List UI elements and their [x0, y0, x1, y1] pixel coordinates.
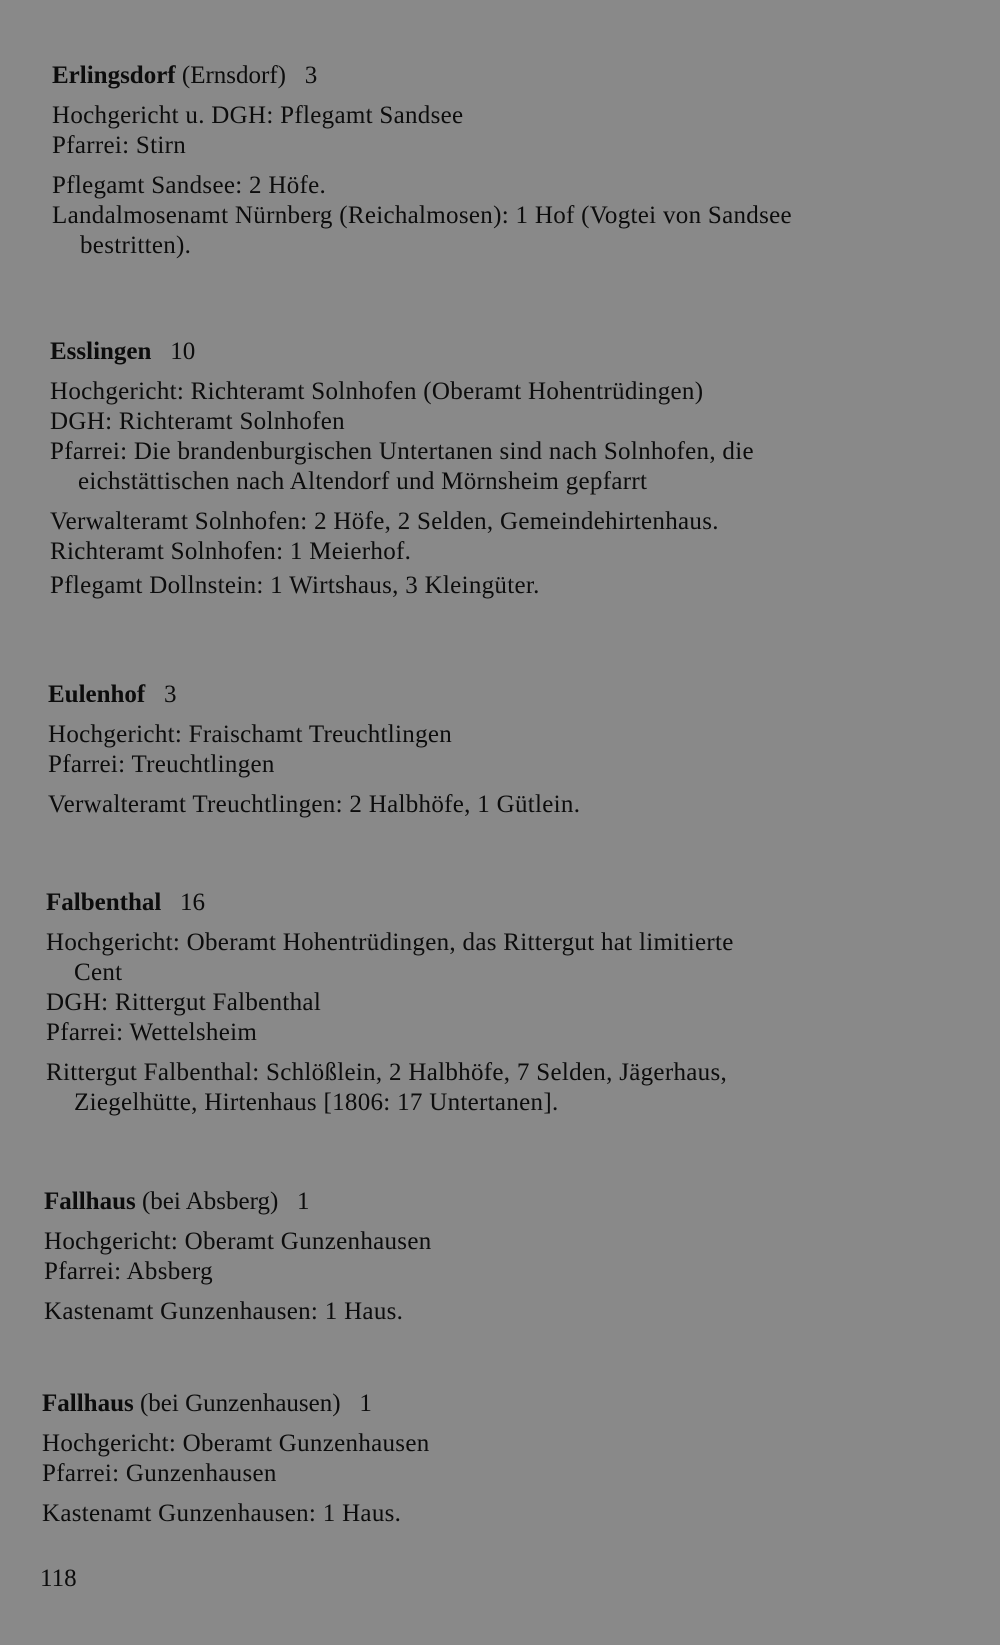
holding-line: Richteramt Solnhofen: 1 Meierhof. — [50, 538, 412, 565]
jurisdiction-line: Hochgericht: Richteramt Solnhofen (Oberamt Hohentrüdingen) — [50, 378, 704, 405]
jurisdiction-line: Hochgericht: Oberamt Gunzenhausen — [42, 1430, 430, 1457]
jurisdiction-block — [52, 101, 932, 161]
holdings-block — [52, 171, 932, 261]
place-suffix: 10 — [151, 338, 196, 365]
page-number: 118 — [40, 1565, 77, 1592]
entry-heading — [52, 61, 932, 91]
jurisdiction-block — [48, 720, 928, 780]
place-name: Esslingen — [50, 338, 152, 365]
jurisdiction-block — [46, 928, 926, 1048]
holding-line: Kastenamt Gunzenhausen: 1 Haus. — [44, 1298, 404, 1325]
jurisdiction-line: Pfarrei: Treuchtlingen — [48, 751, 275, 778]
place-suffix: 16 — [161, 889, 206, 916]
place-suffix: 3 — [145, 681, 177, 708]
place-name: Eulenhof — [48, 681, 146, 708]
holdings-block — [42, 1499, 922, 1529]
holdings-block — [46, 1058, 926, 1118]
jurisdiction-line: Pfarrei: Die brandenburgischen Untertanen sind nach Solnhofen, die — [50, 438, 754, 465]
place-name: Erlingsdorf — [52, 62, 176, 89]
entry-erlingsdorf — [52, 61, 932, 271]
holdings-block — [44, 1297, 924, 1327]
entry-eulenhof — [48, 680, 928, 830]
jurisdiction-line: Pfarrei: Stirn — [52, 132, 187, 159]
place-name: Falbenthal — [46, 889, 162, 916]
jurisdiction-line: DGH: Richteramt Solnhofen — [50, 408, 345, 435]
jurisdiction-line: Pfarrei: Gunzenhausen — [42, 1460, 277, 1487]
place-suffix: (Ernsdorf) 3 — [175, 62, 318, 89]
holdings-block — [48, 790, 928, 820]
entry-heading — [42, 1389, 922, 1419]
holding-line: Kastenamt Gunzenhausen: 1 Haus. — [42, 1500, 402, 1527]
jurisdiction-line: Cent — [74, 959, 123, 986]
jurisdiction-block — [42, 1429, 922, 1489]
holding-line: bestritten). — [80, 232, 192, 259]
entry-heading — [44, 1187, 924, 1217]
holding-line: Landalmosenamt Nürnberg (Reichalmosen): 1 Hof (Vogtei von Sandsee — [52, 202, 792, 229]
holding-line: Pflegamt Sandsee: 2 Höfe. — [52, 172, 327, 199]
place-name: Fallhaus — [42, 1390, 134, 1417]
jurisdiction-line: eichstättischen nach Altendorf und Mörnsheim gepfarrt — [78, 468, 648, 495]
jurisdiction-block — [44, 1227, 924, 1287]
place-suffix: (bei Absberg) 1 — [135, 1188, 310, 1215]
holdings-block — [50, 507, 930, 601]
entry-heading — [50, 337, 930, 367]
holding-line: Verwalteramt Solnhofen: 2 Höfe, 2 Selden, Gemeindehirtenhaus. — [50, 508, 719, 535]
jurisdiction-line: Pfarrei: Absberg — [44, 1258, 213, 1285]
holding-line: Pflegamt Dollnstein: 1 Wirtshaus, 3 Kleingüter. — [50, 572, 540, 599]
entry-esslingen — [50, 337, 930, 611]
entry-fallhaus-gunzenhausen — [42, 1389, 922, 1539]
entry-fallhaus-absberg — [44, 1187, 924, 1337]
place-name: Fallhaus — [44, 1188, 136, 1215]
jurisdiction-line: DGH: Rittergut Falbenthal — [46, 989, 322, 1016]
entry-falbenthal — [46, 888, 926, 1128]
jurisdiction-line: Hochgericht: Oberamt Gunzenhausen — [44, 1228, 432, 1255]
entry-heading — [48, 680, 928, 710]
place-suffix: (bei Gunzenhausen) 1 — [133, 1390, 372, 1417]
jurisdiction-line: Pfarrei: Wettelsheim — [46, 1019, 258, 1046]
jurisdiction-line: Hochgericht u. DGH: Pflegamt Sandsee — [52, 102, 464, 129]
holding-line: Ziegelhütte, Hirtenhaus [1806: 17 Untertanen]. — [74, 1089, 559, 1116]
holding-line: Rittergut Falbenthal: Schlößlein, 2 Halbhöfe, 7 Selden, Jägerhaus, — [46, 1059, 728, 1086]
holding-line: Verwalteramt Treuchtlingen: 2 Halbhöfe, 1 Gütlein. — [48, 791, 581, 818]
entry-heading — [46, 888, 926, 918]
jurisdiction-block — [50, 377, 930, 497]
jurisdiction-line: Hochgericht: Fraischamt Treuchtlingen — [48, 721, 453, 748]
jurisdiction-line: Hochgericht: Oberamt Hohentrüdingen, das Rittergut hat limitierte — [46, 929, 734, 956]
